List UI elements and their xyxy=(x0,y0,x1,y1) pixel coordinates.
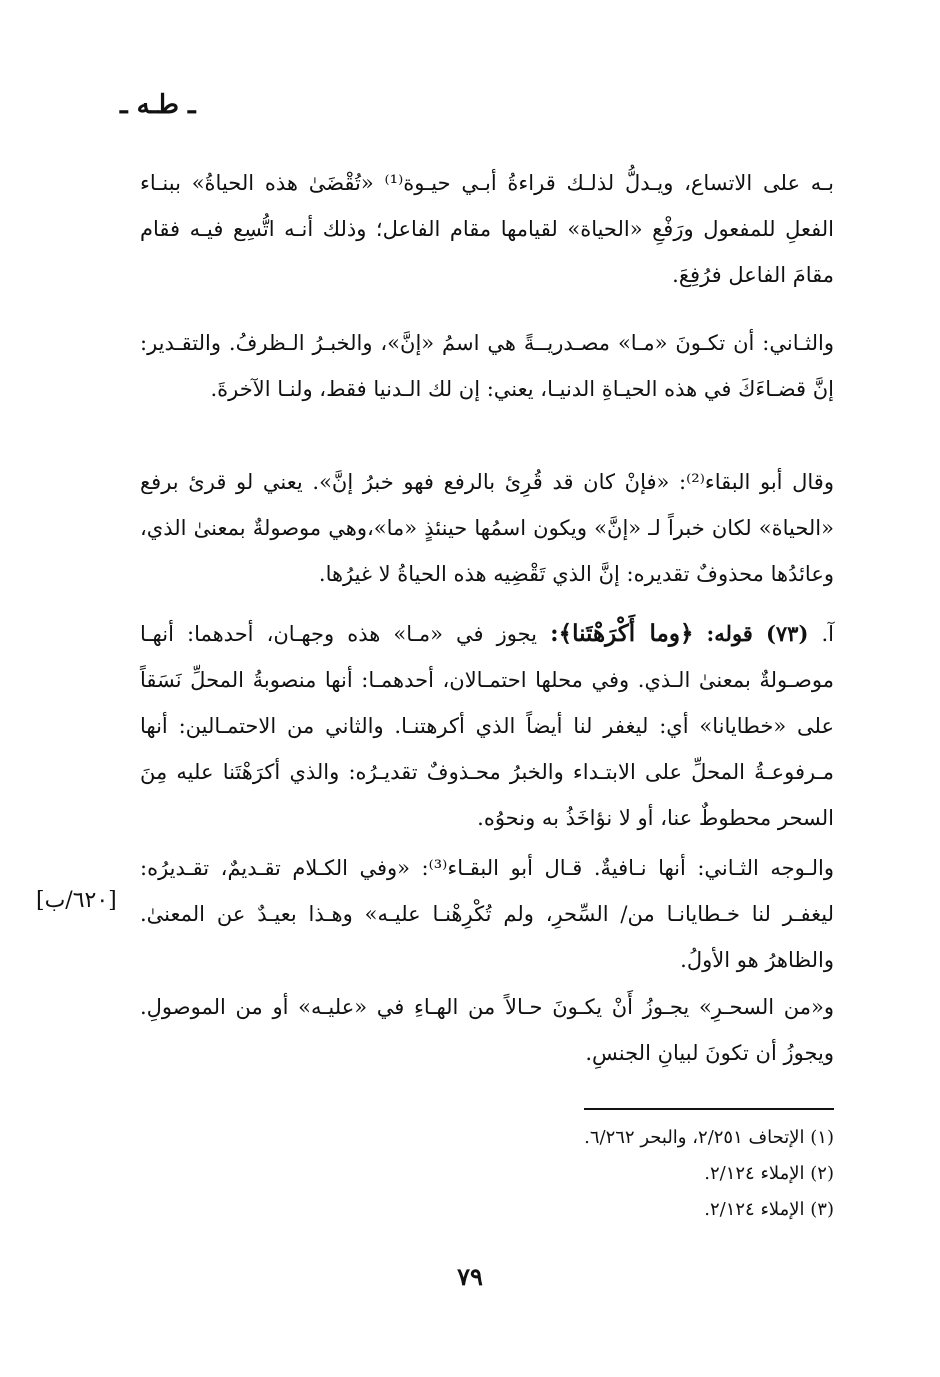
footnotes xyxy=(440,1120,834,1228)
paragraph-5 xyxy=(140,845,834,983)
footnote-item: (٢) الإملاء ٢/١٢٤. xyxy=(704,1163,834,1184)
paragraph-text: والـوجه الثـاني: أنها نـافيةٌ. قـال أبو البقـاء⁽³⁾: «وفي الكـلام تقـديمٌ، تقـديرُه: ليغفـر لنا خـطايانـا من/ السِّحرِ، ولم تُكْرِهْنـا عليـه» وهـذا بعيـدٌ عن المعنىٰ. والظاهرُ هو الأولُ. xyxy=(140,856,835,972)
paragraph-2 xyxy=(140,320,834,412)
verse-label: قوله: xyxy=(706,621,753,646)
paragraph-text: يجوز في «مـا» هذه وجهـان، أحدهما: أنهـا موصـولةٌ بمعنىٰ الـذي. وفي محلها احتمـالان، أحدهمـا: أنها منصوبةُ المحلِّ نَسَقاً على «خطايانا» أي: ليغفر لنا أيضاً الذي أكرهتنـا. والثاني من الاحتمـالين: أنها مـرفوعـةُ المحلِّ على الابتـداء والخبرُ محـذوفٌ تقديـرُه: والذي أكرَهْتَنا عليه مِنَ السحر محطوطٌ عنا، أو لا نؤاخَذُ به ونحوُه. xyxy=(140,622,834,830)
manuscript-folio-note: [٦٢٠/ب] xyxy=(36,888,117,913)
paragraph-text: والثـاني: أن تكـونَ «مـا» مصـدريــةً هي اسمُ «إنَّ»، والخبـرُ الـظرفُ. والتقـدير: إنَّ قضـاءَكَ في هذه الحيـاةِ الدنيـا، يعني: إن لك الـدنيا فقط، ولنـا الآخرةَ. xyxy=(140,331,834,401)
footnote-item: (٣) الإملاء ٢/١٢٤. xyxy=(704,1199,834,1220)
verse-number: (٧٣) xyxy=(765,621,809,646)
paragraph-4 xyxy=(140,611,834,841)
running-header: ـ طـه ـ xyxy=(120,90,196,120)
paragraph-text: و«من السحـرِ» يجـوزُ أَنْ يكـونَ حـالاً من الهـاءِ في «عليـه» أو من الموصولِ. ويجوزُ أن تكونَ لبيانِ الجنسِ. xyxy=(140,995,834,1065)
paragraph-3 xyxy=(140,459,834,597)
footnote-divider xyxy=(584,1108,834,1110)
footnote-item: (١) الإتحاف ٢/٢٥١، والبحر ٦/٢٦٢. xyxy=(584,1127,834,1148)
verse-marker: آ. xyxy=(821,622,834,646)
paragraph-text: بـه على الاتساع، ويـدلُّ لذلـك قراءةُ أبـي حيـوة⁽¹⁾ «تُقْضَىٰ هذه الحياةُ» ببنـاء الفعلِ للمفعول ورَفْعِ «الحياة» لقيامها مقام الفاعل؛ وذلك أنـه اتُّسِع فيـه فقام مقامَ الفاعل فرُفِعَ. xyxy=(140,171,834,287)
page-number: ٧٩ xyxy=(457,1262,483,1291)
paragraph-text: وقال أبو البقاء⁽²⁾: «فإنْ كان قد قُرِئ بالرفع فهو خبرُ إنَّ». يعني لو قرئ برفع «الحياة» لكان خبراً لـ «إنَّ» ويكون اسمُها حينئذٍ «ما»،وهي موصولةٌ بمعنىٰ الذي، وعائدُها محذوفٌ تقديره: إنَّ الذي تَقْضِيه هذه الحياةُ لا غيرُها. xyxy=(140,470,834,586)
paragraph-1 xyxy=(140,160,834,298)
verse-quote: ﴿وما أَكْرَهْتَنا﴾: xyxy=(550,620,694,647)
paragraph-6 xyxy=(140,984,834,1076)
